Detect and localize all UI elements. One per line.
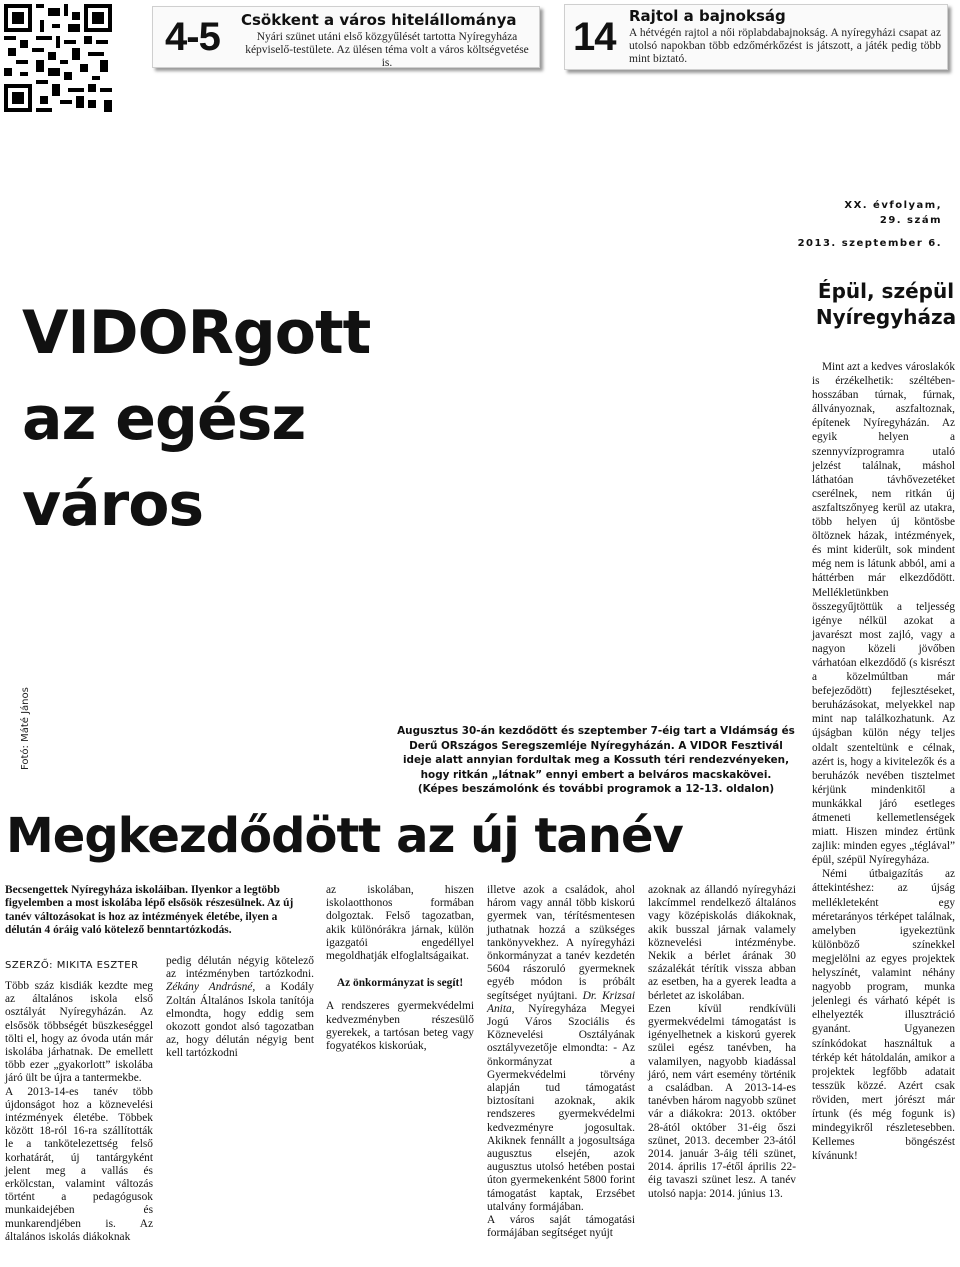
article-column-2	[166, 955, 314, 1061]
teaser-box-volleyball[interactable]	[564, 4, 948, 70]
subheading: Az önkormányzat is segít!	[336, 977, 464, 990]
headline-line: város	[22, 470, 204, 540]
person-name: Dr. Krizsai Anita,	[487, 989, 636, 1015]
issue-date: 2013. szeptember 6.	[797, 238, 942, 249]
sidebar-title: Épül, szépül Nyíregyháza	[815, 279, 957, 329]
paragraph: illetve azok a családok, ahol három vagy annál több kiskorú gyermek van, térítésmentesen juthatnak hozzá a szükséges tankönyvekhez. A nyíregyházi önkormányzat a tanév kezdetén 5604 rászoruló gyermeknek egyéb módon is próbált segítséget nyújtani. Dr. Krizsai Anita, Nyíregyháza Megyei Jogú Város Szociális és Köznevelési Osztályának osztályvezetője elmondta: - Az önkormányzat a Gyermekvédelmi törvény alapján tud támogatást biztosítani azoknak, akik rendszeres gyermekvédelmi kedvezményre jogosultak. Akiknek fennállt a jogosultsága augusztus elsején, azok augusztus utolsó hetében postai úton gyermekenként 5800 forint támogatást kaptak, Erzsébet utalvány formájában.	[487, 884, 636, 1213]
paragraph: azoknak az állandó nyíregyházi lakcímmel rendelkező általános vagy középiskolás diákoknak, akik busszal járnak valamely köznevelési intézménybe. Nekik a bérlet árának 30 százalékát térítik vissza abban az esetben, ha a gyerek leadta a bérletet az iskolában.	[648, 884, 796, 1002]
lead-note: (Képes beszámolónk és további programok a 12-13. oldalon)	[417, 783, 775, 795]
teaser-page-number: 4-5	[165, 15, 220, 59]
article-column-4	[487, 884, 635, 1240]
paragraph: Némi útbaigazítás az áttekintéshez: az újság mellékleteként egy méretarányos térképet találnak, amelyben igyekeztünk különböző színekkel megjelölni az egyes projektek helyszínét, valamint néhány nagyobb program, munka jelenlegi és várható képét is elhelyezték illusztráció gyanánt. Ugyanezen színkódokat használtuk a térkép két hátoldalán, amikor a projektek legfőbb adatait tesszük közzé. Azért csak röviden, mert jórészt már írtunk (és még fogunk is) mindegyikről részletesebben. Kellemes böngészést kívánunk!	[812, 868, 955, 1163]
paragraph: Mint azt a kedves városlakók is érzékelhetik: széltében-hosszában túrnak, fúrnak, állványoznak, aszfaltoznak, építenek Nyíregyházán. Az egyik helyen a szennyvízprogramra utaló jelzést találnak, máshol láthatóan távhővezetéket cserélnek, nem ritkán új aszfaltszőnyeg kerül az utakra, több helyen új köntösbe öltöznek házak, intézmények, és mint kiderült, sok mindent még nem is látunk abból, ami a háttérben már elkezdődött. Mellékletünkben összegyűjtöttük a teljesség igénye nélkül azokat a javarészt most zajló, vagy a nagyon közeli jövőben várhatóan elkezdődő (s kisrészt a közelmúltban már befejeződött) fejlesztéseket, beruházásokat, melyekkel nap mint nap találkozhatunk. Az újságban külön négy teljes oldalt szenteltünk e célnak, azért is, hogy a kivitelezők és a beruházók nevében tisztelmet kérjünk mindenkitől a munkákkal járó esetleges átmeneti kellemetlenségek miatt. Hiszen mindez értünk zajlik: minden egyes „téglával” épül, szépül Nyíregyháza.	[812, 361, 955, 867]
article-author: SZERZŐ: MIKITA ESZTER	[5, 960, 139, 971]
issue-number: 29. szám	[879, 215, 942, 226]
headline-line: az egész	[22, 384, 306, 454]
issue-volume: XX. évfolyam,	[844, 200, 942, 211]
paragraph: A város saját támogatási formájában segítséget nyújt	[487, 1214, 635, 1240]
teaser-text: A hétvégén rajtol a női röplabdabajnokság. A nyíregyházi csapat az utolsó napokban több edzőmérkőzést is játszott, a játék pedig több mint biztató.	[629, 27, 941, 65]
article-title: Megkezdődött az új tanév	[6, 808, 683, 864]
teaser-box-finances[interactable]	[152, 6, 540, 68]
paragraph: az iskolában, hiszen iskolaotthonos formában dolgoztak. Felső tagozatban, akik különórákra járnak, külön igazgatói engedéllyel megoldhatják elfoglaltságaikat.	[326, 884, 474, 963]
photo-credit: Fotó: Máté János	[20, 687, 31, 770]
person-name: Zékány Andrásné,	[166, 981, 256, 994]
paragraph: Ezen kívül rendkívüli gyermekvédelmi támogatást is igényelhetnek a kiskorú gyerek szülei egész tanévben, ha valamilyen, nagyobb kiadással járó, nem várt esemény történik a családban. A 2013-14-es tanévben három nagyobb szünet vár a diákokra: 2013. október 28-ától október 31-éig őszi szünet, 2013. december 23-ától 2014. január 3-áig téli szünet, 2014. április 17-étől április 22-éig tavaszi szünet lesz. A tanév utolsó napja: 2014. június 13.	[648, 1002, 796, 1200]
paragraph: A rendszeres gyermekvédelmi kedvezményben részesülő gyerekek, a tartósan beteg vagy fogyatékos kiskorúak,	[326, 1000, 474, 1053]
paragraph: pedig délután négyig kötelező az intézményben tartózkodni. Zékány Andrásné, a Kodály Zoltán Általános Iskola tanítója elmondta, hogy eddig sem okozott gondot alsó tagozatban az, hogy délután négyig bent kell tartózkodni	[166, 955, 314, 1060]
paragraph: A 2013-14-es tanév több újdonságot hoz a köznevelési intézmények életébe. Többek között 18-ról 16-ra szállították le a tankötelezettség felső korhatárát, új tantárgyként jelent meg a vallás és erkölcstan, valamint változás történt a pedagógusok munkaidejében és munkarendjében is. Az általános iskolás diákoknak	[5, 1085, 153, 1243]
teaser-title: Rajtol a bajnokság	[629, 7, 786, 25]
paragraph: Több száz kisdiák kezdte meg az általános iskola első osztályát Nyíregyházán. Az elsősök többségét büszkeséggel tölti el, hogy az óvoda után már iskolába járhatnak. De emellett több ezer „gyakorlott” iskolába járó ült be újra a tantermekbe.	[5, 980, 153, 1085]
article-column-5	[648, 884, 796, 1201]
qr-code	[4, 4, 112, 112]
lead-text: Augusztus 30-án kezdődött és szeptember 7-éig tart a VIdámság és Derű ORszágos Seregszemléje Nyíregyházán. A VIDOR Fesztivál ideje alatt annyian fordultak meg a Kossuth téri rendezvényeken, hogy ritkán „látnak” ennyi embert a belváros macskakövei.	[397, 725, 795, 781]
article-column-3	[326, 884, 474, 1053]
festival-lead	[396, 724, 796, 797]
headline-line: VIDORgott	[22, 298, 371, 368]
article-intro: Becsengettek Nyíregyháza iskoláiban. Ilyenkor a legtöbb figyelemben a most iskolába lépő elsősök részesülnek. Az új tanév változásokat is hoz az intézmények életébe, ilyen a délután 4 óráig való kötelező benntartózkodás.	[5, 884, 294, 936]
article-column-1	[5, 980, 153, 1244]
main-headline	[22, 290, 371, 548]
teaser-text: Nyári szünet utáni első közgyűlését tartotta Nyíregyháza képviselő-testülete. Az ülésen téma volt a város költségvetése is.	[245, 31, 529, 69]
sidebar-text	[812, 360, 955, 1163]
teaser-page-number: 14	[573, 15, 616, 59]
teaser-title: Csökkent a város hitelállománya	[241, 11, 517, 29]
